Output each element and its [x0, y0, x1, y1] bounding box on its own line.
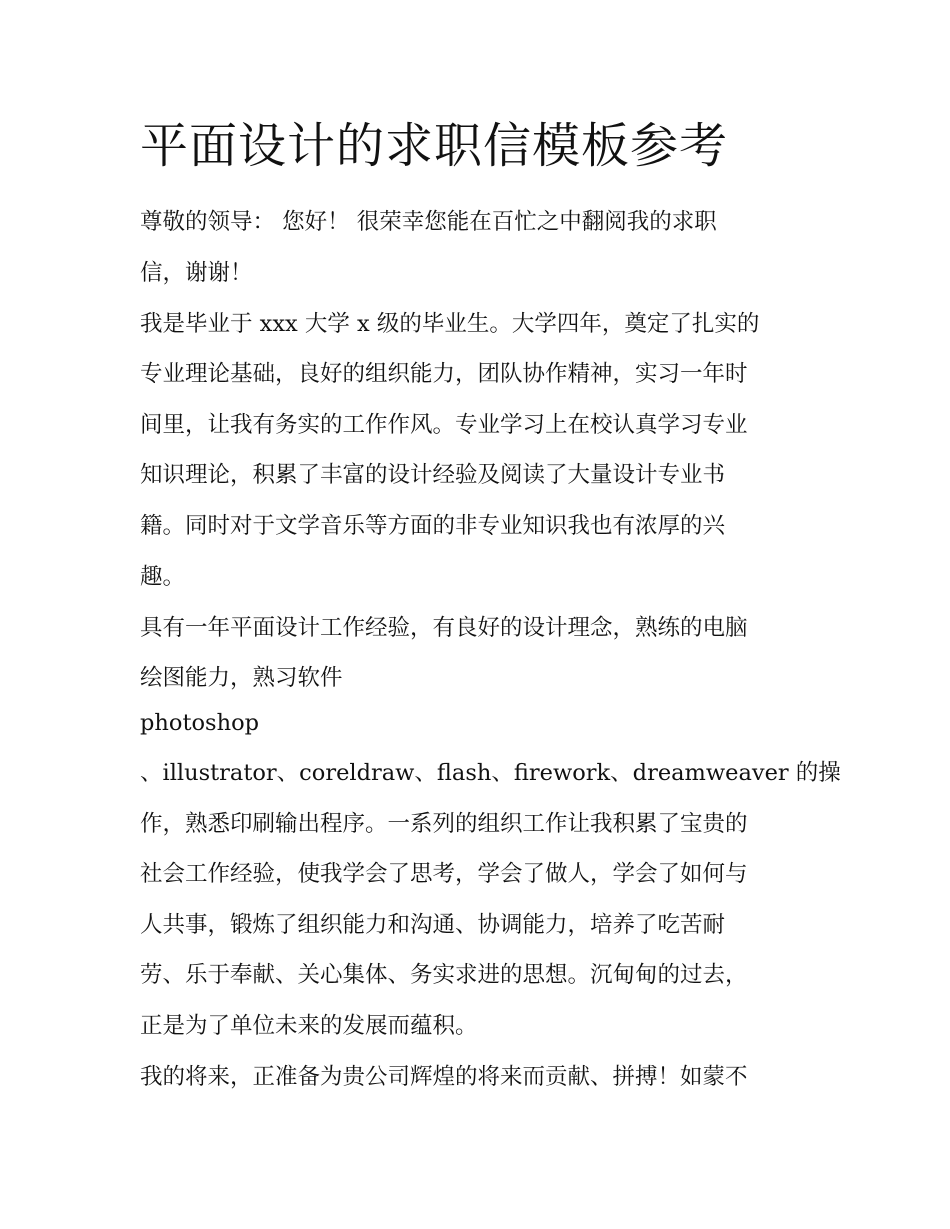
body-line: 劳、乐于奉献、关心集体、务实求进的思想。沉甸甸的过去， [140, 962, 748, 988]
body-line: 籍。同时对于文学音乐等方面的非专业知识我也有浓厚的兴 [140, 513, 726, 539]
body-line: 知识理论，积累了丰富的设计经验及阅读了大量设计专业书 [140, 462, 726, 488]
body-line: 尊敬的领导： 您好！ 很荣幸您能在百忙之中翻阅我的求职 [140, 209, 717, 235]
document-title: 平面设计的求职信模板参考 [140, 118, 729, 174]
body-line: 正是为了单位未来的发展而蕴积。 [140, 1013, 478, 1039]
body-line: 我是毕业于 xxx 大学 x 级的毕业生。大学四年，奠定了扎实的 [140, 311, 760, 337]
body-line: 信，谢谢！ [140, 260, 253, 286]
body-line: 间里，让我有务实的工作作风。专业学习上在校认真学习专业 [140, 412, 748, 438]
body-line: 人共事，锻炼了组织能力和沟通、协调能力，培养了吃苦耐 [140, 912, 726, 938]
body-line: 、illustrator、coreldraw、flash、firework、dreamweaver 的操 [140, 760, 841, 786]
body-line: 绘图能力，熟习软件 [140, 665, 343, 691]
body-line: 我的将来，正准备为贵公司辉煌的将来而贡献、拼搏！如蒙不 [140, 1064, 748, 1090]
body-line: 社会工作经验，使我学会了思考，学会了做人，学会了如何与 [140, 861, 748, 887]
body-line: photoshop [140, 710, 260, 736]
body-line: 专业理论基础，良好的组织能力，团队协作精神，实习一年时 [140, 361, 748, 387]
body-line: 趣。 [140, 564, 186, 590]
body-line: 作，熟悉印刷输出程序。一系列的组织工作让我积累了宝贵的 [140, 811, 748, 837]
body-line: 具有一年平面设计工作经验，有良好的设计理念，熟练的电脑 [140, 615, 748, 641]
